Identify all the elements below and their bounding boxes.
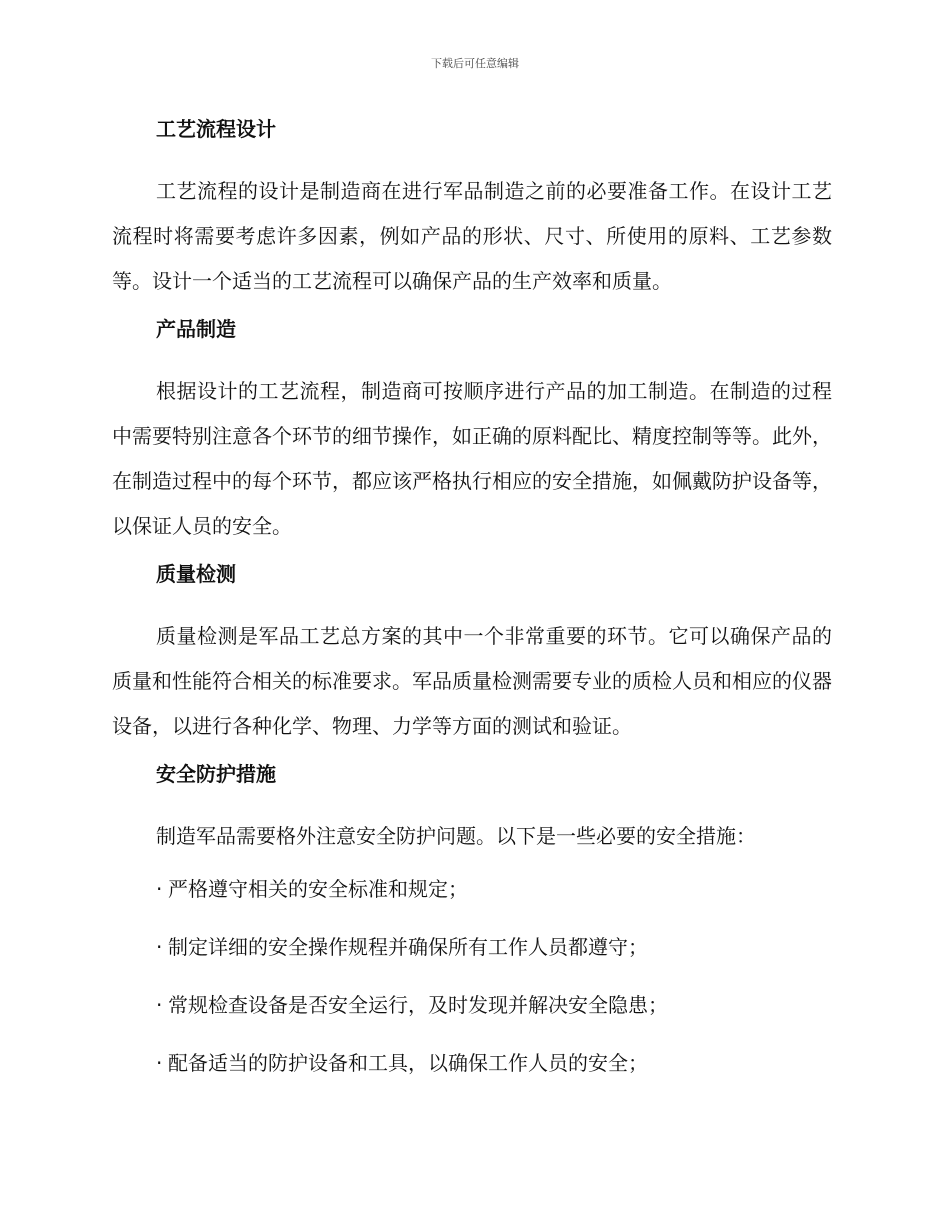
list-item-text: 严格遵守相关的安全标准和规定； <box>168 877 468 901</box>
section-paragraph: 根据设计的工艺流程，制造商可按顺序进行产品的加工制造。在制造的过程中需要特别注意各个环节的细节操作，如正确的原料配比、精度控制等等。此外，在制造过程中的每个环节，都应该严格执行相应的安全措施，如佩戴防护设备等，以保证人员的安全。 <box>112 379 832 538</box>
section-quality-inspection <box>112 557 832 757</box>
section-heading: 质量检测 <box>156 562 236 586</box>
section-paragraph: 制造军品需要格外注意安全防护问题。以下是一些必要的安全措施： <box>156 824 756 848</box>
section-paragraph: 工艺流程的设计是制造商在进行军品制造之前的必要准备工作。在设计工艺流程时将需要考虑许多因素，例如产品的形状、尺寸、所使用的原料、工艺参数等。设计一个适当的工艺流程可以确保产品的生产效率和质量。 <box>112 179 832 293</box>
section-safety-measures <box>112 757 832 1080</box>
page-header-note: 下载后可任意编辑 <box>431 57 519 70</box>
section-heading: 工艺流程设计 <box>156 117 276 141</box>
list-item <box>112 872 832 906</box>
list-item-text: 配备适当的防护设备和工具，以确保工作人员的安全； <box>168 1051 648 1075</box>
bullet-marker: · <box>156 1051 163 1075</box>
section-process-design <box>112 112 832 312</box>
list-item <box>112 988 832 1022</box>
section-paragraph: 质量检测是军品工艺总方案的其中一个非常重要的环节。它可以确保产品的质量和性能符合相关的标准要求。军品质量检测需要专业的质检人员和相应的仪器设备，以进行各种化学、物理、力学等方面的测试和验证。 <box>112 624 832 738</box>
section-heading: 安全防护措施 <box>156 762 276 786</box>
list-item <box>112 930 832 964</box>
section-manufacturing <box>112 312 832 557</box>
section-heading: 产品制造 <box>156 317 236 341</box>
bullet-marker: · <box>156 877 163 901</box>
bullet-marker: · <box>156 993 163 1017</box>
bullet-marker: · <box>156 935 163 959</box>
list-item-text: 常规检查设备是否安全运行，及时发现并解决安全隐患； <box>168 993 668 1017</box>
document-body <box>112 112 832 1104</box>
safety-bullet-list <box>112 872 832 1080</box>
list-item <box>112 1046 832 1080</box>
list-item-text: 制定详细的安全操作规程并确保所有工作人员都遵守； <box>168 935 648 959</box>
